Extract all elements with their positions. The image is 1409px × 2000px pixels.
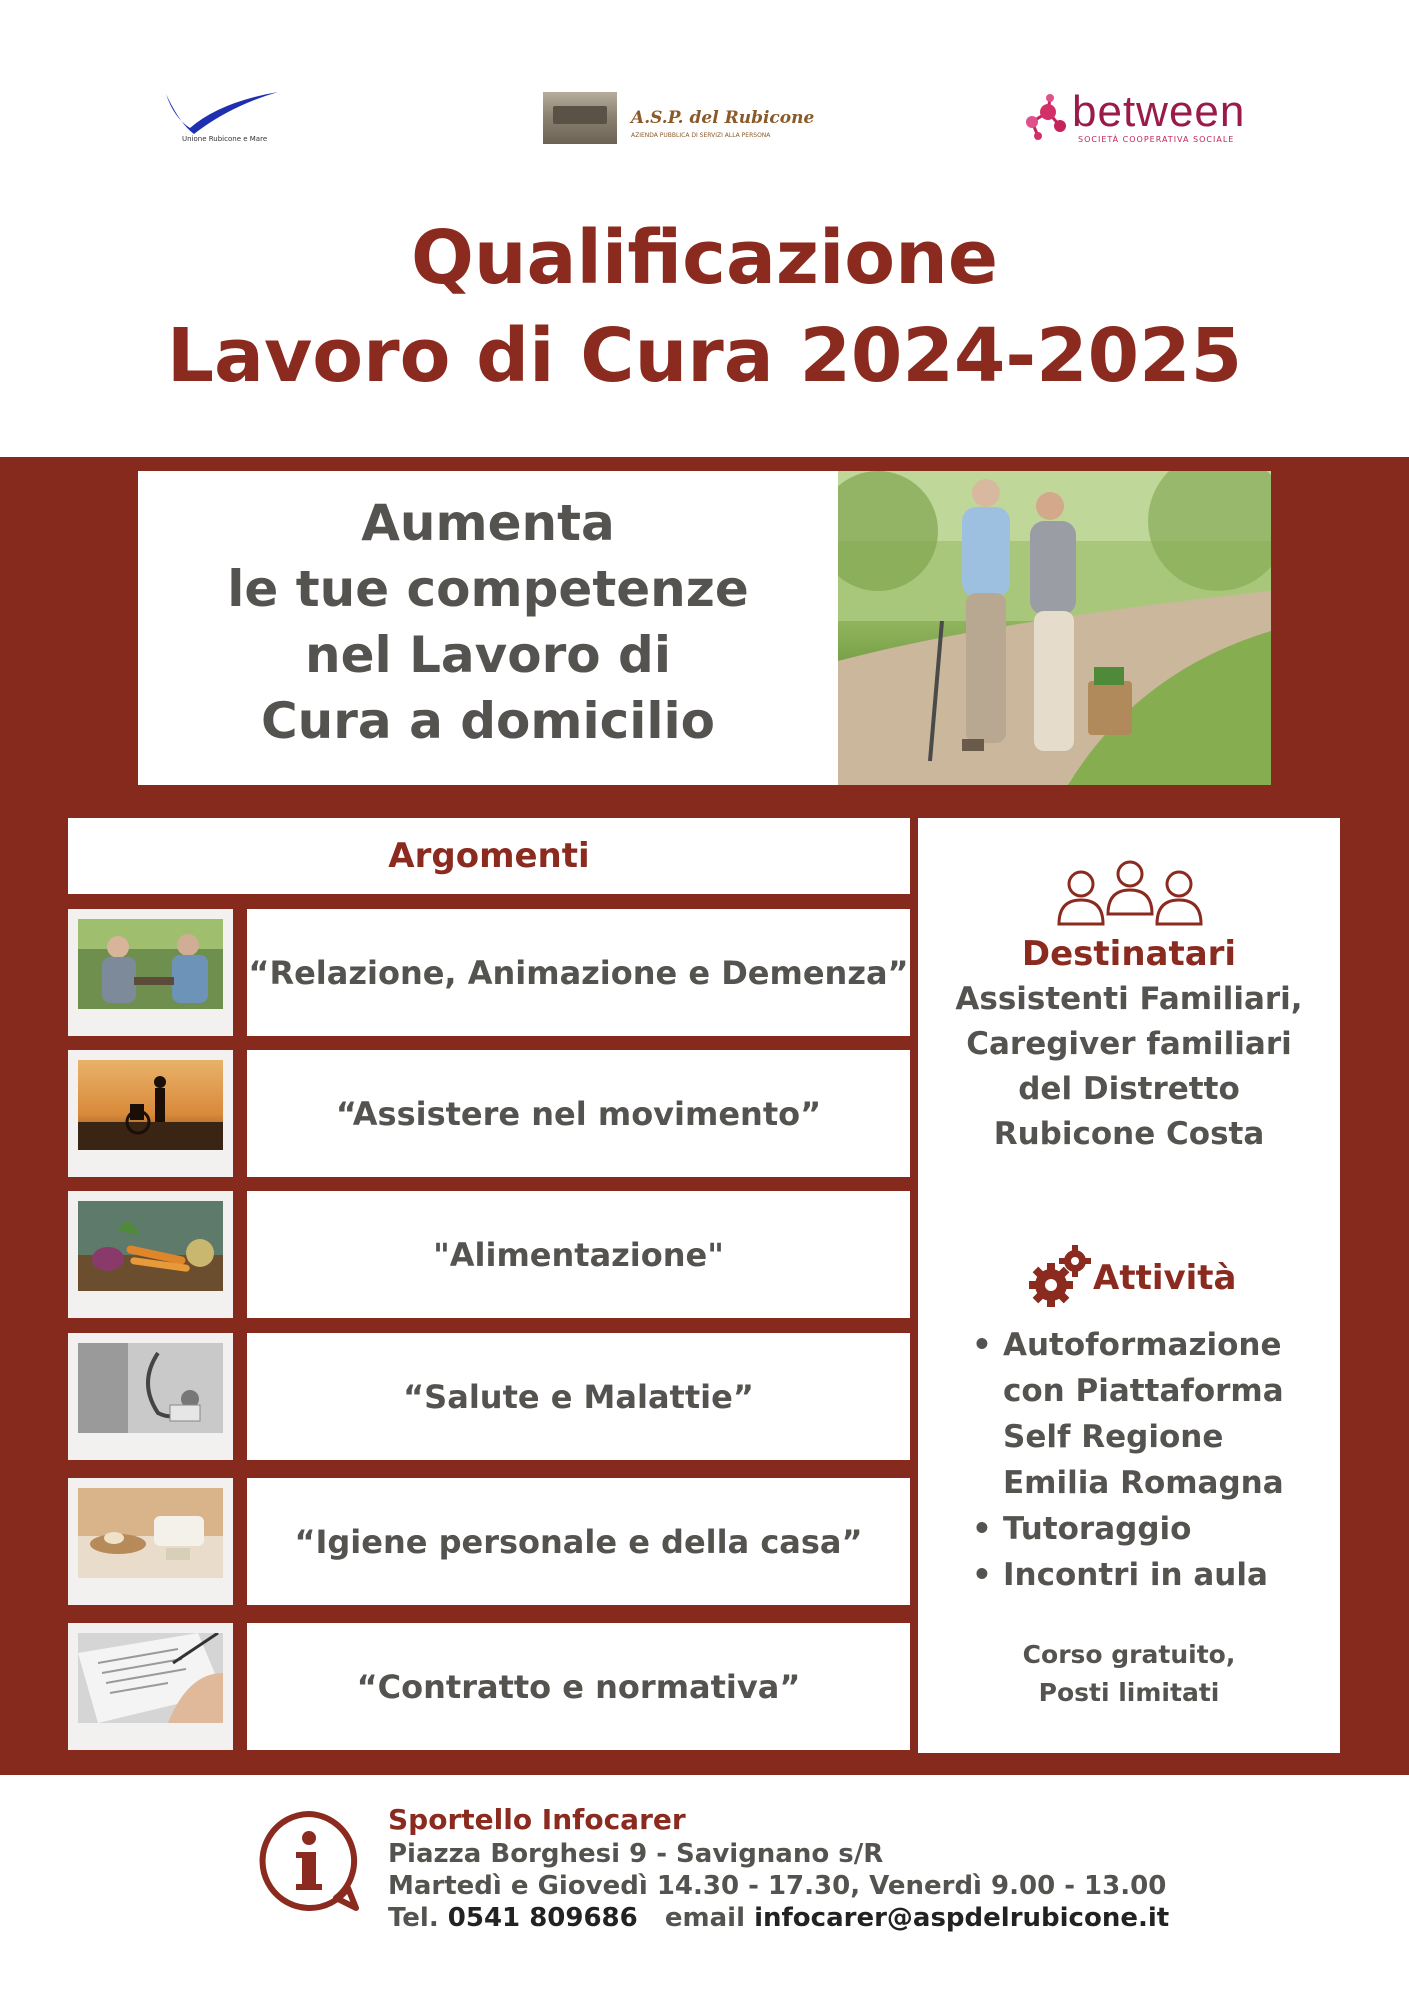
vegetables-photo (68, 1191, 233, 1318)
info-desk-title: Sportello Infocarer (388, 1803, 686, 1836)
tel-label: Tel. (388, 1903, 439, 1933)
asp-name: A.S.P. del Rubicone (631, 108, 815, 128)
between-subtitle: SOCIETÀ COOPERATIVA SOCIALE (1078, 135, 1235, 144)
elderly-people-image (78, 919, 223, 1009)
soap-towels-image (78, 1488, 223, 1578)
email-label: email (664, 1903, 746, 1933)
hero-text (138, 490, 838, 754)
topic-card (247, 909, 910, 1036)
topic-label: “Relazione, Animazione e Demenza” (248, 953, 909, 992)
tel-number[interactable]: 0541 809686 (447, 1903, 638, 1933)
stethoscope-image (78, 1343, 223, 1433)
attivita-item: • Autoformazione con Piattaforma Self Regione Emilia Romagna (968, 1322, 1328, 1506)
attivita-item: • Incontri in aula (968, 1552, 1328, 1598)
topic-card (247, 1478, 910, 1605)
page-title-line-2: Lavoro di Cura 2024-2025 (166, 313, 1243, 399)
topic-label: “Salute e Malattie” (403, 1377, 754, 1416)
between-wordmark: between (1072, 87, 1246, 136)
logo-asp-rubicone (543, 90, 873, 150)
free-course-line: Corso gratuito, (1022, 1640, 1236, 1669)
destinatari-line: Rubicone Costa (993, 1116, 1265, 1152)
vegetables-image (78, 1201, 223, 1291)
attivita-item: • Tutoraggio (968, 1506, 1328, 1552)
destinatari-line: Caregiver familiari (966, 1026, 1292, 1062)
topic-label: “Assistere nel movimento” (335, 1094, 822, 1133)
attivita-title: Attività (1093, 1258, 1237, 1298)
asp-subtitle: AZIENDA PUBBLICA DI SERVIZI ALLA PERSONA (631, 132, 771, 139)
stethoscope-photo (68, 1333, 233, 1460)
soap-towels-photo (68, 1478, 233, 1605)
info-icon (256, 1808, 362, 1914)
topic-card (247, 1050, 910, 1177)
asp-building-photo (543, 92, 617, 144)
topic-card (247, 1191, 910, 1318)
info-hours: Martedì e Giovedì 14.30 - 17.30, Venerdì 9.00 - 13.00 (388, 1871, 1167, 1901)
elderly-people-photo (68, 909, 233, 1036)
free-course-line: Posti limitati (1038, 1678, 1220, 1707)
topic-card (247, 1333, 910, 1460)
logo-unione-rubicone-mare (160, 88, 290, 148)
destinatari-title: Destinatari (1021, 934, 1237, 974)
topic-card (247, 1623, 910, 1750)
info-address: Piazza Borghesi 9 - Savignano s/R (388, 1839, 884, 1869)
signing-contract-photo (68, 1623, 233, 1750)
logo-between (1020, 88, 1280, 148)
info-contacts (388, 1901, 1169, 1935)
free-course-note (918, 1636, 1340, 1712)
molecule-icon (1020, 92, 1074, 146)
caregiver-walking-illustration (838, 471, 1271, 785)
unione-caption: Unione Rubicone e Mare (182, 135, 268, 143)
unione-swoosh-icon (160, 88, 290, 138)
destinatari-text (918, 977, 1340, 1157)
hero-line: nel Lavoro di (305, 626, 671, 684)
hero-line: le tue competenze (227, 560, 749, 618)
topic-label: “Igiene personale e della casa” (294, 1522, 863, 1561)
wheelchair-sunset-image (78, 1060, 223, 1150)
destinatari-line: del Distretto (1018, 1071, 1240, 1107)
signing-contract-image (78, 1633, 223, 1723)
page-title-line-1: Qualificazione (410, 215, 999, 301)
wheelchair-sunset-photo (68, 1050, 233, 1177)
topic-label: “Contratto e normativa” (356, 1667, 801, 1706)
topic-label: "Alimentazione" (433, 1235, 724, 1274)
hero-line: Aumenta (361, 494, 615, 552)
attivita-list (968, 1322, 1328, 1598)
destinatari-line: Assistenti Familiari, (955, 981, 1303, 1017)
topics-header: Argomenti (388, 836, 590, 876)
gears-icon (1025, 1243, 1093, 1311)
elderly-walk-photo (838, 471, 1271, 785)
people-group-icon (1055, 858, 1205, 928)
email-address[interactable]: infocarer@aspdelrubicone.it (754, 1903, 1170, 1933)
hero-line: Cura a domicilio (260, 692, 716, 750)
